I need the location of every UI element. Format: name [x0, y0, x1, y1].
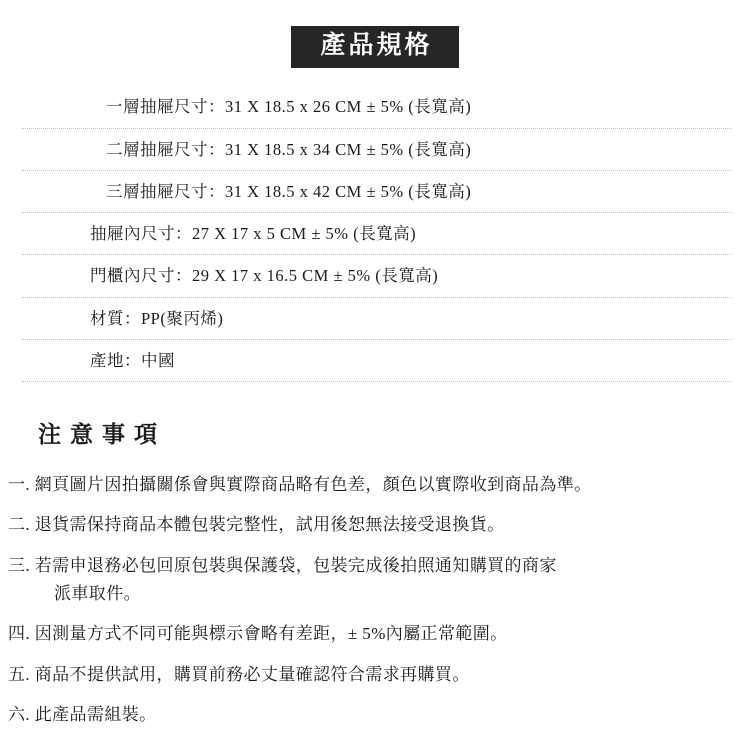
spec-row: 一層抽屜尺寸：31 X 18.5 x 26 CM ± 5% (長寬高) — [22, 86, 732, 128]
spec-title-container — [0, 0, 750, 68]
spec-row: 產地：中國 — [22, 340, 732, 382]
note-item — [8, 614, 738, 654]
note-item — [8, 505, 738, 545]
note-text: 商品不提供試用，購買前務必丈量確認符合需求再購買。 — [34, 664, 470, 684]
note-item — [8, 465, 738, 505]
spec-row: 抽屜內尺寸：27 X 17 x 5 CM ± 5% (長寬高) — [22, 213, 732, 255]
note-number: 二. — [8, 515, 31, 535]
note-text: 退貨需保持商品本體包裝完整性，試用後恕無法接受退換貨。 — [34, 515, 505, 535]
spec-list — [22, 86, 732, 382]
note-number: 一. — [8, 475, 31, 495]
notes-list — [8, 465, 738, 735]
note-text: 網頁圖片因拍攝關係會與實際商品略有色差，顏色以實際收到商品為準。 — [34, 475, 592, 495]
spec-row: 材質：PP(聚丙烯) — [22, 298, 732, 340]
note-number: 六. — [8, 705, 31, 725]
spec-row: 三層抽屜尺寸：31 X 18.5 x 42 CM ± 5% (長寬高) — [22, 171, 732, 213]
note-item — [8, 655, 738, 695]
spec-title: 產品規格 — [291, 26, 458, 68]
note-number: 三. — [8, 555, 31, 575]
note-number: 五. — [8, 664, 31, 684]
note-text: 若需申退務必包回原包裝與保護袋，包裝完成後拍照通知購買的商家 — [34, 555, 557, 575]
note-text: 此產品需組裝。 — [34, 705, 157, 725]
note-text: 因測量方式不同可能與標示會略有差距，± 5%內屬正常範圍。 — [34, 624, 508, 644]
note-item — [8, 695, 738, 735]
note-item — [8, 546, 738, 615]
spec-row: 門櫃內尺寸：29 X 17 x 16.5 CM ± 5% (長寬高) — [22, 255, 732, 297]
spec-row: 二層抽屜尺寸：31 X 18.5 x 34 CM ± 5% (長寬高) — [22, 129, 732, 171]
note-text-continued: 派車取件。 — [54, 584, 141, 604]
notes-title: 注意事項 — [38, 422, 166, 448]
note-number: 四. — [8, 624, 31, 644]
